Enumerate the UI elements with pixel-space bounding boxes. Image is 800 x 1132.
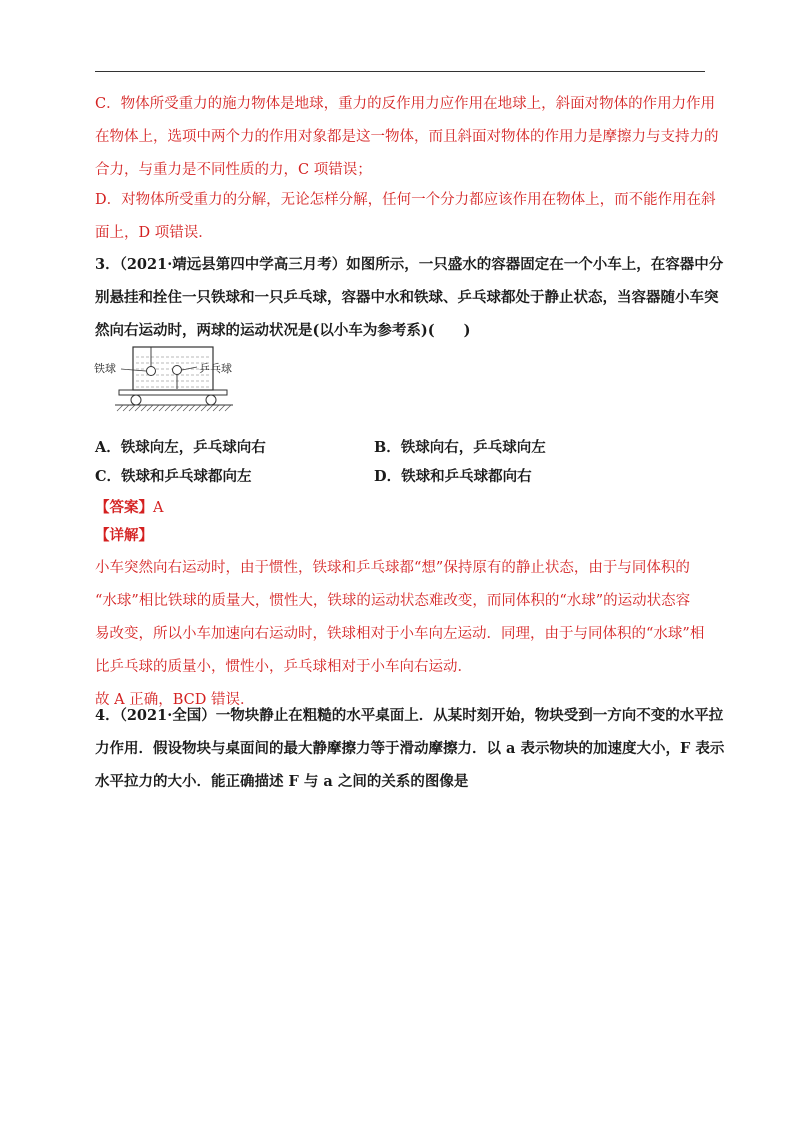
- text-line: D．对物体所受重力的分解，无论怎样分解，任何一个分力都应该作用在物体上，而不能作用在斜: [95, 192, 716, 208]
- answer-value: A: [153, 500, 164, 516]
- option-c[interactable]: C．铁球和乒乓球都向左: [95, 468, 252, 485]
- prev-solution-c: [95, 88, 719, 187]
- option-a[interactable]: A．铁球向左，乒乓球向右: [95, 439, 266, 456]
- prev-solution-d: [95, 184, 716, 250]
- text-line: 水平拉力的大小．能正确描述 F 与 a 之间的关系的图像是: [95, 773, 469, 790]
- header-rule: [95, 71, 705, 72]
- answer-tag: 【答案】: [95, 499, 153, 516]
- pingpong-ball-label: 乒乓球: [199, 362, 232, 375]
- text-line: 合力，与重力是不同性质的力，C 项错误；: [95, 162, 372, 178]
- text-line: 别悬挂和拴住一只铁球和一只乒乓球，容器中水和铁球、乒乓球都处于静止状态，当容器随小车突: [95, 289, 719, 306]
- question-3-stem: [95, 248, 724, 347]
- cart-container-figure: [93, 345, 243, 417]
- text-line: 3．（2021·靖远县第四中学高三月考）如图所示，一只盛水的容器固定在一个小车上，在容器中分: [95, 256, 724, 273]
- option-d[interactable]: D．铁球和乒乓球都向右: [374, 468, 532, 485]
- text-line: 面上，D 项错误．: [95, 225, 213, 241]
- cart-diagram: [93, 345, 243, 417]
- text-line: 在物体上，选项中两个力的作用对象都是这一物体，而且斜面对物体的作用力是摩擦力与支持力的: [95, 129, 719, 145]
- option-b[interactable]: B．铁球向右，乒乓球向左: [374, 439, 546, 456]
- question-4-stem: [95, 699, 725, 798]
- text-line: 易改变，所以小车加速向右运动时，铁球相对于小车向左运动．同理，由于与同体积的“水球”相: [95, 626, 705, 642]
- text-line: C．物体所受重力的施力物体是地球，重力的反作用力应作用在地球上，斜面对物体的作用力作用: [95, 96, 716, 112]
- text-line: 4．（2021·全国）一物块静止在粗糙的水平桌面上．从某时刻开始，物块受到一方向不变的水平拉: [95, 707, 724, 724]
- detail-section: [95, 519, 705, 717]
- text-line: 比乒乓球的质量小，惯性小，乒乓球相对于小车向右运动．: [95, 659, 472, 675]
- text-line: 力作用．假设物块与桌面间的最大静摩擦力等于滑动摩擦力．以 a 表示物块的加速度大小，F 表示: [95, 740, 725, 757]
- text-line: 然向右运动时，两球的运动状况是(以小车为参考系)( ): [95, 322, 471, 339]
- text-line: 故 A 正确，BCD 错误．: [95, 692, 255, 708]
- text-line: 小车突然向右运动时，由于惯性，铁球和乒乓球都“想”保持原有的静止状态，由于与同体积的: [95, 560, 690, 576]
- detail-tag: 【详解】: [95, 527, 153, 544]
- text-line: “水球”相比铁球的质量大，惯性大，铁球的运动状态难改变，而同体积的“水球”的运动状态容: [95, 593, 691, 609]
- iron-ball-label: 铁球: [94, 362, 116, 375]
